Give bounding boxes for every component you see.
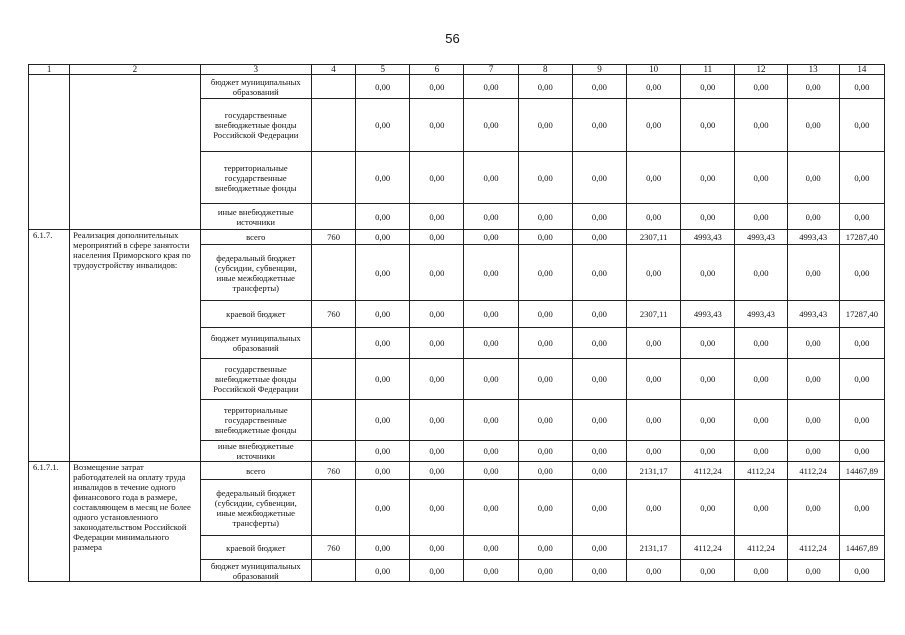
table-row (29, 230, 885, 245)
amount-cell: 0,00 (518, 480, 572, 536)
funding-source: бюджет муниципальных образований (200, 560, 311, 582)
amount-cell: 0,00 (518, 359, 572, 400)
amount-cell: 14467,89 (839, 462, 884, 480)
amount-cell: 0,00 (410, 441, 464, 462)
kbk-code (311, 328, 355, 359)
amount-cell: 0,00 (681, 480, 735, 536)
amount-cell: 0,00 (464, 462, 518, 480)
amount-cell: 0,00 (410, 536, 464, 560)
amount-cell: 4112,24 (681, 536, 735, 560)
amount-cell: 0,00 (464, 536, 518, 560)
column-header: 14 (839, 65, 884, 75)
amount-cell: 0,00 (572, 245, 626, 301)
amount-cell: 0,00 (410, 359, 464, 400)
kbk-code (311, 75, 355, 99)
kbk-code: 760 (311, 462, 355, 480)
amount-cell: 0,00 (518, 230, 572, 245)
amount-cell: 4993,43 (681, 230, 735, 245)
amount-cell: 0,00 (787, 75, 839, 99)
amount-cell: 0,00 (681, 75, 735, 99)
amount-cell: 0,00 (464, 204, 518, 230)
amount-cell: 0,00 (787, 152, 839, 204)
amount-cell: 0,00 (410, 204, 464, 230)
amount-cell: 4112,24 (787, 536, 839, 560)
amount-cell: 0,00 (681, 152, 735, 204)
amount-cell: 4112,24 (735, 536, 787, 560)
amount-cell: 0,00 (839, 441, 884, 462)
amount-cell: 0,00 (681, 400, 735, 441)
funding-source: бюджет муниципальных образований (200, 328, 311, 359)
amount-cell: 0,00 (681, 328, 735, 359)
funding-source: краевой бюджет (200, 301, 311, 328)
amount-cell: 0,00 (735, 359, 787, 400)
amount-cell: 0,00 (356, 152, 410, 204)
amount-cell: 0,00 (839, 99, 884, 152)
amount-cell: 0,00 (356, 441, 410, 462)
amount-cell: 0,00 (735, 560, 787, 582)
funding-source: территориальные государственные внебюджетные фонды (200, 152, 311, 204)
column-header: 11 (681, 65, 735, 75)
kbk-code (311, 152, 355, 204)
amount-cell: 0,00 (410, 560, 464, 582)
amount-cell: 0,00 (787, 204, 839, 230)
amount-cell: 0,00 (735, 328, 787, 359)
amount-cell: 0,00 (839, 560, 884, 582)
amount-cell: 0,00 (627, 152, 681, 204)
amount-cell: 14467,89 (839, 536, 884, 560)
amount-cell: 0,00 (518, 400, 572, 441)
amount-cell: 2307,11 (627, 301, 681, 328)
funding-source: всего (200, 230, 311, 245)
amount-cell: 0,00 (410, 152, 464, 204)
amount-cell: 0,00 (735, 204, 787, 230)
amount-cell: 4112,24 (787, 462, 839, 480)
amount-cell: 0,00 (464, 441, 518, 462)
column-header: 8 (518, 65, 572, 75)
table-row (29, 462, 885, 480)
amount-cell: 0,00 (572, 204, 626, 230)
amount-cell: 0,00 (681, 560, 735, 582)
column-header: 6 (410, 65, 464, 75)
amount-cell: 0,00 (410, 245, 464, 301)
amount-cell: 0,00 (356, 301, 410, 328)
amount-cell: 0,00 (735, 152, 787, 204)
amount-cell: 0,00 (681, 441, 735, 462)
amount-cell: 0,00 (572, 480, 626, 536)
amount-cell: 0,00 (572, 75, 626, 99)
amount-cell: 2307,11 (627, 230, 681, 245)
amount-cell: 4112,24 (735, 462, 787, 480)
amount-cell: 0,00 (464, 328, 518, 359)
page-number: 56 (445, 31, 460, 46)
amount-cell: 2131,17 (627, 462, 681, 480)
amount-cell: 0,00 (518, 245, 572, 301)
amount-cell: 0,00 (464, 75, 518, 99)
amount-cell: 0,00 (464, 359, 518, 400)
amount-cell: 0,00 (356, 245, 410, 301)
amount-cell: 0,00 (627, 75, 681, 99)
amount-cell: 0,00 (839, 400, 884, 441)
amount-cell: 0,00 (356, 204, 410, 230)
amount-cell: 0,00 (787, 560, 839, 582)
amount-cell: 0,00 (518, 152, 572, 204)
item-name: Реализация дополнительных мероприятий в сфере занятости населения Приморского края по трудоустройству инвалидов: (70, 230, 200, 462)
amount-cell: 0,00 (572, 400, 626, 441)
amount-cell: 0,00 (572, 301, 626, 328)
column-header: 4 (311, 65, 355, 75)
amount-cell: 0,00 (518, 301, 572, 328)
amount-cell: 0,00 (627, 441, 681, 462)
amount-cell: 4993,43 (735, 301, 787, 328)
amount-cell: 0,00 (787, 99, 839, 152)
amount-cell: 0,00 (572, 328, 626, 359)
amount-cell: 0,00 (735, 99, 787, 152)
amount-cell: 0,00 (572, 152, 626, 204)
funding-source: территориальные государственные внебюджетные фонды (200, 400, 311, 441)
amount-cell: 0,00 (518, 204, 572, 230)
amount-cell: 0,00 (464, 480, 518, 536)
header-row (29, 65, 885, 75)
column-header: 3 (200, 65, 311, 75)
amount-cell: 2131,17 (627, 536, 681, 560)
amount-cell: 0,00 (627, 204, 681, 230)
amount-cell: 0,00 (518, 441, 572, 462)
amount-cell: 4993,43 (787, 230, 839, 245)
kbk-code (311, 441, 355, 462)
amount-cell: 4993,43 (787, 301, 839, 328)
amount-cell: 0,00 (356, 75, 410, 99)
amount-cell: 0,00 (356, 480, 410, 536)
table-body (29, 65, 885, 582)
amount-cell: 0,00 (572, 359, 626, 400)
item-code: 6.1.7.1. (29, 462, 70, 582)
kbk-code (311, 204, 355, 230)
amount-cell: 0,00 (627, 328, 681, 359)
funding-source: государственные внебюджетные фонды Российской Федерации (200, 359, 311, 400)
amount-cell: 0,00 (627, 245, 681, 301)
amount-cell: 0,00 (735, 441, 787, 462)
amount-cell: 0,00 (839, 75, 884, 99)
amount-cell: 0,00 (572, 560, 626, 582)
funding-source: иные внебюджетные источники (200, 441, 311, 462)
amount-cell: 0,00 (464, 152, 518, 204)
amount-cell: 0,00 (410, 462, 464, 480)
column-header: 2 (70, 65, 200, 75)
amount-cell: 0,00 (572, 99, 626, 152)
amount-cell: 4993,43 (735, 230, 787, 245)
amount-cell: 0,00 (787, 245, 839, 301)
funding-source: государственные внебюджетные фонды Российской Федерации (200, 99, 311, 152)
amount-cell: 0,00 (518, 536, 572, 560)
amount-cell: 0,00 (464, 400, 518, 441)
item-name: Возмещение затрат работодателей на оплату труда инвалидов в течение одного финансового года в размере, составляющем в месяц не более одного установленного законодательством Российской Федерации минимального размера (70, 462, 200, 582)
amount-cell: 0,00 (787, 328, 839, 359)
kbk-code (311, 560, 355, 582)
column-header: 13 (787, 65, 839, 75)
kbk-code (311, 245, 355, 301)
amount-cell: 0,00 (410, 480, 464, 536)
amount-cell: 0,00 (839, 328, 884, 359)
amount-cell: 0,00 (410, 99, 464, 152)
column-header: 7 (464, 65, 518, 75)
amount-cell: 0,00 (410, 75, 464, 99)
column-header: 9 (572, 65, 626, 75)
kbk-code: 760 (311, 301, 355, 328)
kbk-code (311, 99, 355, 152)
amount-cell: 0,00 (627, 99, 681, 152)
item-code: 6.1.7. (29, 230, 70, 462)
amount-cell: 0,00 (518, 560, 572, 582)
amount-cell: 0,00 (572, 441, 626, 462)
amount-cell: 0,00 (627, 400, 681, 441)
amount-cell: 0,00 (356, 560, 410, 582)
item-code (29, 75, 70, 230)
kbk-code (311, 480, 355, 536)
amount-cell: 0,00 (839, 359, 884, 400)
amount-cell: 0,00 (839, 480, 884, 536)
amount-cell: 0,00 (681, 359, 735, 400)
funding-source: федеральный бюджет (субсидии, субвенции, иные межбюджетные трансферты) (200, 480, 311, 536)
amount-cell: 0,00 (356, 230, 410, 245)
amount-cell: 4993,43 (681, 301, 735, 328)
amount-cell: 17287,40 (839, 301, 884, 328)
amount-cell: 0,00 (410, 230, 464, 245)
amount-cell: 0,00 (787, 441, 839, 462)
amount-cell: 0,00 (464, 230, 518, 245)
amount-cell: 0,00 (410, 400, 464, 441)
amount-cell: 0,00 (627, 480, 681, 536)
amount-cell: 0,00 (410, 301, 464, 328)
column-header: 5 (356, 65, 410, 75)
amount-cell: 0,00 (356, 462, 410, 480)
amount-cell: 0,00 (464, 99, 518, 152)
amount-cell: 0,00 (627, 359, 681, 400)
amount-cell: 0,00 (572, 230, 626, 245)
amount-cell: 0,00 (464, 560, 518, 582)
amount-cell: 0,00 (681, 204, 735, 230)
amount-cell: 0,00 (518, 462, 572, 480)
column-header: 10 (627, 65, 681, 75)
funding-source: всего (200, 462, 311, 480)
amount-cell: 0,00 (356, 536, 410, 560)
amount-cell: 0,00 (627, 560, 681, 582)
amount-cell: 0,00 (464, 301, 518, 328)
amount-cell: 0,00 (356, 328, 410, 359)
budget-table (28, 64, 885, 582)
amount-cell: 0,00 (839, 245, 884, 301)
funding-source: иные внебюджетные источники (200, 204, 311, 230)
kbk-code (311, 400, 355, 441)
amount-cell: 0,00 (356, 359, 410, 400)
amount-cell: 0,00 (410, 328, 464, 359)
amount-cell: 0,00 (681, 245, 735, 301)
column-header: 12 (735, 65, 787, 75)
amount-cell: 0,00 (735, 245, 787, 301)
amount-cell: 0,00 (839, 204, 884, 230)
column-header: 1 (29, 65, 70, 75)
amount-cell: 0,00 (572, 462, 626, 480)
amount-cell: 0,00 (787, 480, 839, 536)
amount-cell: 0,00 (356, 400, 410, 441)
amount-cell: 0,00 (735, 400, 787, 441)
item-name (70, 75, 200, 230)
amount-cell: 0,00 (518, 99, 572, 152)
funding-source: федеральный бюджет (субсидии, субвенции, иные межбюджетные трансферты) (200, 245, 311, 301)
amount-cell: 17287,40 (839, 230, 884, 245)
amount-cell: 0,00 (787, 359, 839, 400)
amount-cell: 0,00 (572, 536, 626, 560)
kbk-code: 760 (311, 230, 355, 245)
amount-cell: 0,00 (787, 400, 839, 441)
amount-cell: 4112,24 (681, 462, 735, 480)
amount-cell: 0,00 (681, 99, 735, 152)
amount-cell: 0,00 (518, 75, 572, 99)
amount-cell: 0,00 (735, 480, 787, 536)
kbk-code: 760 (311, 536, 355, 560)
funding-source: бюджет муниципальных образований (200, 75, 311, 99)
amount-cell: 0,00 (839, 152, 884, 204)
amount-cell: 0,00 (356, 99, 410, 152)
funding-source: краевой бюджет (200, 536, 311, 560)
amount-cell: 0,00 (518, 328, 572, 359)
amount-cell: 0,00 (464, 245, 518, 301)
kbk-code (311, 359, 355, 400)
amount-cell: 0,00 (735, 75, 787, 99)
table-row (29, 75, 885, 99)
